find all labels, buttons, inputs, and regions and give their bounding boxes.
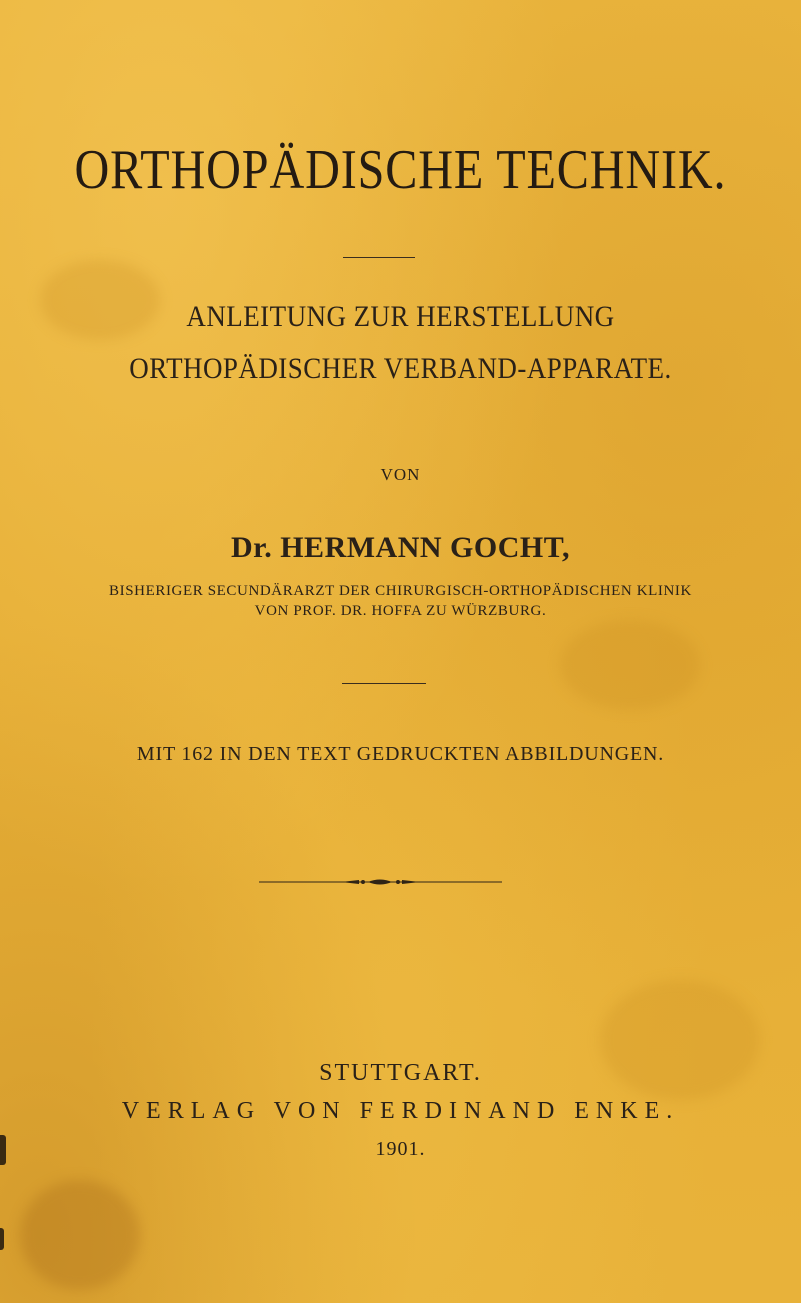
subtitle-line-2: ORTHOPÄDISCHER VERBAND-APPARATE. [129, 352, 672, 385]
author-name: HERMANN GOCHT, [280, 531, 570, 564]
by-line: VON [380, 465, 421, 484]
book-title: ORTHOPÄDISCHE TECHNIK. [74, 139, 727, 201]
ornamental-rule [259, 876, 502, 888]
publisher: VERLAG VON FERDINAND ENKE. [121, 1098, 680, 1124]
title-rule [343, 257, 415, 258]
author-line [0, 531, 801, 565]
section-rule [342, 683, 426, 684]
author-position-line-2: VON PROF. DR. HOFFA ZU WÜRZBURG. [254, 603, 547, 619]
subtitle-line-1: ANLEITUNG ZUR HERSTELLUNG [186, 300, 615, 333]
author-prefix: Dr. [230, 531, 273, 564]
paper-stain [20, 1180, 140, 1290]
publication-year: 1901. [375, 1138, 426, 1160]
illustrations-note: MIT 162 IN DEN TEXT GEDRUCKTEN ABBILDUNGEN. [136, 743, 665, 765]
paper-stain [560, 620, 700, 710]
edge-mark [0, 1228, 4, 1250]
publication-place: STUTTGART. [319, 1060, 482, 1086]
author-position-line-1: BISHERIGER SECUNDÄRARZT DER CHIRURGISCH-ORTHOPÄDISCHEN KLINIK [109, 583, 692, 599]
